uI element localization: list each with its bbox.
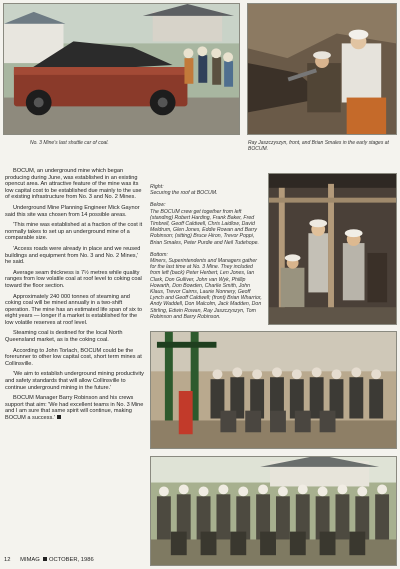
- photo-no3-mine-group: [150, 456, 397, 566]
- caption-ray-brian: Ray Jaszczyszyn, front, and Brian Smales in the early stages at BOCUM.: [248, 140, 389, 152]
- page-folio: [4, 557, 94, 563]
- article-paragraph: According to John Torlach, BOCUM could be the forerunner to other low capital cost, short term mines at Collinsville.: [5, 347, 142, 367]
- article-body: [5, 168, 144, 426]
- sidebar-heading-right: Right:: [150, 184, 164, 190]
- article-paragraph: 'Access roads were already in place and we reused buildings and equipment from No. 3 and No. 2 Mines,' he said.: [5, 245, 141, 266]
- photo-securing-roof: [268, 173, 397, 325]
- caption-shuttle-car: No. 3 Mine's last shuttle car of coal.: [30, 140, 109, 146]
- sidebar-body-right: Securing the roof at BOCUM.: [150, 190, 218, 197]
- sidebar-body-bottom: Miners, Superintendents and Managers gather for the last time at No. 3 Mine. They included from left (back) Peter Herbert, Len Jones, Ian Clark, Don Gulliver, John van Wyk, Phillip Howarth, Don Bowden, Charlie Smith, John Klaus, Trevor Cairns, Laurie Nonnery, Geoff Lynch and Geoff Caldwell; (front) Brian Wharrior, Andy Waddell, Don Malcolm, Jack Madden, Don Stirling, Edwin Rowan, Ray Jaszczyszyn, Tom Robinson and Barry Robinson.: [150, 258, 262, 320]
- magazine-name: MIMAG: [20, 557, 40, 563]
- end-mark-icon: [57, 415, 61, 419]
- article-paragraph: Underground Mine Planning Engineer Mick Gaynor said this site was chosen from 14 possible areas.: [5, 204, 140, 218]
- photo-bocum-crew: [150, 331, 397, 449]
- photo-ray-brian: [247, 3, 397, 135]
- page-number: 12: [4, 557, 11, 563]
- article-paragraph: Average seam thickness is 7½ metres while quality ranges from low volatile coal at roof level to coking coal toward the floor section.: [5, 269, 142, 289]
- photo-shuttle-car: [3, 3, 240, 135]
- article-last-paragraph: BOCUM Manager Barry Robinson and his crews support that aim: 'We had excellent teams in No. 3 Mine and I am sure that same spirit will continue, making BOCUM a success.': [5, 395, 144, 421]
- article-paragraph: 'This mine was established at a fraction of the cost it normally takes to set up an underground mine of a comparable size.: [5, 222, 143, 242]
- sidebar-heading-below: Below:: [150, 202, 166, 209]
- issue-date: OCTOBER, 1986: [49, 557, 94, 563]
- article-paragraph: 'We aim to establish underground mining productivity and safety standards that will allow Collinsville to continue underground mining in the future.': [5, 371, 144, 391]
- article-paragraph: [5, 395, 144, 421]
- sidebar-body-below: The BOCUM crew get together from left (standing) Robert Harding, Frank Baker, Fred Timbrell, Geoff Caldwell, Chris Laidlow, David Meldrum, Glen Jones, Eddie Rowan and Barry Robinson; (sitting) Bruce Hiron, Trevor Poppi, Brian Smales, Peter Purdie and Neil Tudehope.: [150, 208, 259, 246]
- article-paragraph: BOCUM, an underground mine which began producing during June, was established in an existing opencut area. An attractive feature of the mine was its low capital cost to be established due mainly to the use of existing infrastructure from No. 3 and No. 2 Mines.: [5, 168, 142, 201]
- article-paragraph: Steaming coal is destined for the local North Queensland market, as is the coking coal.: [5, 330, 123, 344]
- sidebar-captions: [150, 184, 263, 326]
- article-paragraph: Approximately 240 000 tonnes of steaming and coking coal will be mined annually in a two-shift operation. The mine has an estimated life span of six to eight years — longer if a market is established for the low volatile reserves at roof level.: [5, 293, 143, 326]
- sidebar-heading-bottom: Bottom:: [150, 251, 168, 258]
- folio-separator-icon: [43, 557, 47, 561]
